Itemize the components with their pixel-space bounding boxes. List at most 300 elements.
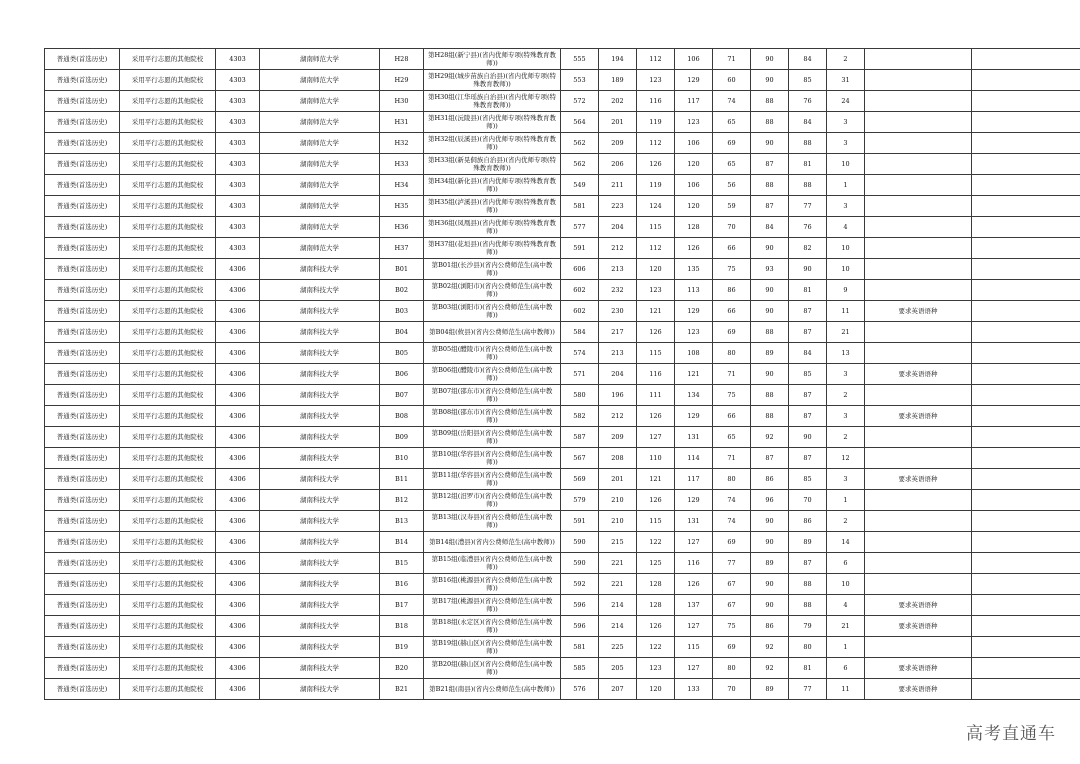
cell-elective-2-score: 87 [789, 322, 827, 343]
cell-elective-2-score: 87 [789, 406, 827, 427]
cell-history-score: 65 [713, 112, 751, 133]
cell-math-score: 126 [637, 322, 675, 343]
cell-category: 普通类(首选历史) [45, 637, 120, 658]
cell-rank-count: 3 [827, 112, 865, 133]
cell-school-code: 4306 [216, 595, 260, 616]
table-row [45, 637, 1080, 658]
cell-school-name: 湖南师范大学 [260, 70, 380, 91]
cell-math-score: 122 [637, 637, 675, 658]
cell-math-score: 126 [637, 154, 675, 175]
cell-history-score: 66 [713, 406, 751, 427]
cell-elective-2-score: 84 [789, 112, 827, 133]
cell-foreign-lang-score: 126 [675, 574, 713, 595]
cell-category: 普通类(首选历史) [45, 427, 120, 448]
cell-blank [972, 49, 1080, 70]
cell-note [865, 490, 972, 511]
cell-batch: 采用平行志愿的其他院校 [120, 406, 216, 427]
cell-math-score: 123 [637, 280, 675, 301]
cell-chinese-score: 208 [599, 448, 637, 469]
cell-batch: 采用平行志愿的其他院校 [120, 259, 216, 280]
cell-total-score: 606 [561, 259, 599, 280]
cell-note [865, 154, 972, 175]
cell-chinese-score: 201 [599, 112, 637, 133]
cell-total-score: 576 [561, 679, 599, 700]
cell-school-name: 湖南科技大学 [260, 532, 380, 553]
cell-total-score: 581 [561, 637, 599, 658]
cell-blank [972, 364, 1080, 385]
cell-category: 普通类(首选历史) [45, 553, 120, 574]
table-row [45, 259, 1080, 280]
cell-history-score: 71 [713, 448, 751, 469]
cell-blank [972, 574, 1080, 595]
cell-note [865, 385, 972, 406]
cell-blank [972, 196, 1080, 217]
cell-chinese-score: 213 [599, 343, 637, 364]
cell-elective-1-score: 90 [751, 595, 789, 616]
cell-foreign-lang-score: 106 [675, 49, 713, 70]
cell-chinese-score: 232 [599, 280, 637, 301]
cell-group-name: 第B14组(澧县)(省内公费师范生(高中教师)) [424, 532, 561, 553]
cell-note [865, 49, 972, 70]
cell-school-name: 湖南科技大学 [260, 490, 380, 511]
cell-elective-1-score: 90 [751, 532, 789, 553]
cell-group-code: H36 [380, 217, 424, 238]
cell-elective-1-score: 92 [751, 427, 789, 448]
cell-history-score: 69 [713, 133, 751, 154]
cell-elective-1-score: 88 [751, 112, 789, 133]
cell-note: 要求英语语种 [865, 364, 972, 385]
cell-foreign-lang-score: 131 [675, 427, 713, 448]
cell-total-score: 602 [561, 301, 599, 322]
cell-note [865, 259, 972, 280]
table-row [45, 49, 1080, 70]
cell-elective-2-score: 76 [789, 217, 827, 238]
cell-group-code: H31 [380, 112, 424, 133]
cell-math-score: 116 [637, 364, 675, 385]
cell-note [865, 196, 972, 217]
cell-elective-1-score: 90 [751, 133, 789, 154]
cell-category: 普通类(首选历史) [45, 448, 120, 469]
cell-math-score: 115 [637, 343, 675, 364]
table-row [45, 511, 1080, 532]
cell-blank [972, 658, 1080, 679]
cell-school-code: 4306 [216, 616, 260, 637]
cell-category: 普通类(首选历史) [45, 196, 120, 217]
cell-elective-2-score: 89 [789, 532, 827, 553]
cell-elective-1-score: 87 [751, 448, 789, 469]
cell-foreign-lang-score: 120 [675, 196, 713, 217]
cell-school-name: 湖南科技大学 [260, 574, 380, 595]
cell-rank-count: 10 [827, 154, 865, 175]
cell-chinese-score: 223 [599, 196, 637, 217]
cell-history-score: 65 [713, 154, 751, 175]
cell-category: 普通类(首选历史) [45, 154, 120, 175]
cell-group-code: B19 [380, 637, 424, 658]
cell-foreign-lang-score: 120 [675, 154, 713, 175]
cell-elective-1-score: 86 [751, 469, 789, 490]
cell-group-code: H30 [380, 91, 424, 112]
cell-note [865, 532, 972, 553]
cell-history-score: 71 [713, 364, 751, 385]
cell-note [865, 322, 972, 343]
cell-school-code: 4306 [216, 490, 260, 511]
cell-category: 普通类(首选历史) [45, 112, 120, 133]
cell-elective-2-score: 90 [789, 427, 827, 448]
cell-history-score: 80 [713, 469, 751, 490]
cell-rank-count: 13 [827, 343, 865, 364]
cell-elective-2-score: 70 [789, 490, 827, 511]
cell-elective-1-score: 88 [751, 406, 789, 427]
cell-school-name: 湖南科技大学 [260, 658, 380, 679]
cell-elective-2-score: 87 [789, 448, 827, 469]
cell-category: 普通类(首选历史) [45, 385, 120, 406]
cell-math-score: 116 [637, 91, 675, 112]
cell-math-score: 120 [637, 259, 675, 280]
cell-category: 普通类(首选历史) [45, 574, 120, 595]
cell-school-name: 湖南科技大学 [260, 259, 380, 280]
cell-note [865, 91, 972, 112]
table-row [45, 91, 1080, 112]
cell-blank [972, 448, 1080, 469]
cell-math-score: 121 [637, 301, 675, 322]
cell-group-code: B18 [380, 616, 424, 637]
cell-group-name: 第H37组(花垣县)(省内优师专项(特殊教育教师)) [424, 238, 561, 259]
cell-school-code: 4303 [216, 133, 260, 154]
cell-elective-1-score: 90 [751, 280, 789, 301]
cell-school-code: 4306 [216, 406, 260, 427]
cell-total-score: 553 [561, 70, 599, 91]
cell-group-code: B13 [380, 511, 424, 532]
cell-foreign-lang-score: 129 [675, 70, 713, 91]
cell-school-code: 4306 [216, 511, 260, 532]
cell-school-name: 湖南师范大学 [260, 91, 380, 112]
cell-history-score: 66 [713, 238, 751, 259]
cell-group-name: 第B16组(桃源县)(省内公费师范生(高中教师)) [424, 574, 561, 595]
cell-note [865, 112, 972, 133]
cell-total-score: 602 [561, 280, 599, 301]
cell-chinese-score: 205 [599, 658, 637, 679]
cell-total-score: 577 [561, 217, 599, 238]
cell-school-code: 4306 [216, 301, 260, 322]
cell-rank-count: 2 [827, 385, 865, 406]
cell-rank-count: 6 [827, 658, 865, 679]
table-row [45, 490, 1080, 511]
cell-foreign-lang-score: 128 [675, 217, 713, 238]
cell-group-code: B05 [380, 343, 424, 364]
cell-blank [972, 595, 1080, 616]
table-row [45, 280, 1080, 301]
cell-history-score: 67 [713, 574, 751, 595]
cell-group-name: 第H34组(新化县)(省内优师专项(特殊教育教师)) [424, 175, 561, 196]
cell-rank-count: 2 [827, 427, 865, 448]
cell-batch: 采用平行志愿的其他院校 [120, 217, 216, 238]
cell-note [865, 637, 972, 658]
table-row [45, 217, 1080, 238]
cell-chinese-score: 196 [599, 385, 637, 406]
table-row [45, 301, 1080, 322]
cell-school-code: 4303 [216, 70, 260, 91]
cell-blank [972, 70, 1080, 91]
cell-chinese-score: 214 [599, 595, 637, 616]
cell-elective-1-score: 87 [751, 196, 789, 217]
cell-elective-2-score: 82 [789, 238, 827, 259]
cell-group-name: 第B10组(华容县)(省内公费师范生(高中教师)) [424, 448, 561, 469]
cell-total-score: 567 [561, 448, 599, 469]
cell-group-name: 第B15组(临澧县)(省内公费师范生(高中教师)) [424, 553, 561, 574]
cell-elective-1-score: 90 [751, 49, 789, 70]
cell-elective-2-score: 88 [789, 595, 827, 616]
cell-category: 普通类(首选历史) [45, 280, 120, 301]
cell-math-score: 120 [637, 679, 675, 700]
cell-total-score: 590 [561, 553, 599, 574]
cell-blank [972, 637, 1080, 658]
cell-batch: 采用平行志愿的其他院校 [120, 658, 216, 679]
cell-history-score: 69 [713, 322, 751, 343]
cell-math-score: 115 [637, 217, 675, 238]
cell-category: 普通类(首选历史) [45, 343, 120, 364]
cell-foreign-lang-score: 113 [675, 280, 713, 301]
cell-school-code: 4306 [216, 322, 260, 343]
cell-batch: 采用平行志愿的其他院校 [120, 322, 216, 343]
cell-foreign-lang-score: 137 [675, 595, 713, 616]
cell-batch: 采用平行志愿的其他院校 [120, 574, 216, 595]
cell-group-code: B04 [380, 322, 424, 343]
cell-school-code: 4306 [216, 259, 260, 280]
cell-foreign-lang-score: 126 [675, 238, 713, 259]
cell-group-code: B03 [380, 301, 424, 322]
cell-group-code: H29 [380, 70, 424, 91]
cell-rank-count: 11 [827, 679, 865, 700]
cell-foreign-lang-score: 127 [675, 658, 713, 679]
cell-history-score: 69 [713, 637, 751, 658]
cell-group-code: B21 [380, 679, 424, 700]
cell-note [865, 448, 972, 469]
cell-school-name: 湖南科技大学 [260, 679, 380, 700]
cell-foreign-lang-score: 114 [675, 448, 713, 469]
cell-group-code: H28 [380, 49, 424, 70]
cell-math-score: 111 [637, 385, 675, 406]
cell-batch: 采用平行志愿的其他院校 [120, 595, 216, 616]
cell-elective-1-score: 90 [751, 511, 789, 532]
cell-history-score: 65 [713, 427, 751, 448]
cell-elective-1-score: 90 [751, 574, 789, 595]
cell-note: 要求英语语种 [865, 469, 972, 490]
cell-elective-2-score: 79 [789, 616, 827, 637]
cell-total-score: 580 [561, 385, 599, 406]
cell-foreign-lang-score: 123 [675, 322, 713, 343]
cell-elective-2-score: 76 [789, 91, 827, 112]
cell-foreign-lang-score: 129 [675, 490, 713, 511]
cell-total-score: 596 [561, 595, 599, 616]
cell-foreign-lang-score: 121 [675, 364, 713, 385]
cell-group-name: 第B21组(南县)(省内公费师范生(高中教师)) [424, 679, 561, 700]
cell-math-score: 112 [637, 133, 675, 154]
cell-elective-1-score: 89 [751, 343, 789, 364]
cell-total-score: 581 [561, 196, 599, 217]
table-row [45, 112, 1080, 133]
cell-category: 普通类(首选历史) [45, 616, 120, 637]
cell-elective-1-score: 88 [751, 175, 789, 196]
cell-batch: 采用平行志愿的其他院校 [120, 343, 216, 364]
cell-total-score: 571 [561, 364, 599, 385]
cell-elective-2-score: 86 [789, 511, 827, 532]
cell-total-score: 590 [561, 532, 599, 553]
cell-chinese-score: 225 [599, 637, 637, 658]
cell-blank [972, 238, 1080, 259]
cell-school-code: 4306 [216, 385, 260, 406]
cell-school-code: 4306 [216, 574, 260, 595]
cell-blank [972, 532, 1080, 553]
cell-school-name: 湖南科技大学 [260, 385, 380, 406]
cell-math-score: 125 [637, 553, 675, 574]
cell-rank-count: 3 [827, 364, 865, 385]
cell-rank-count: 1 [827, 637, 865, 658]
cell-group-name: 第H31组(沅陵县)(省内优师专项(特殊教育教师)) [424, 112, 561, 133]
cell-math-score: 128 [637, 574, 675, 595]
cell-history-score: 80 [713, 658, 751, 679]
cell-school-name: 湖南科技大学 [260, 427, 380, 448]
cell-group-name: 第H28组(新宁县)(省内优师专项(特殊教育教师)) [424, 49, 561, 70]
table-row [45, 427, 1080, 448]
table-body [45, 49, 1080, 700]
cell-math-score: 123 [637, 658, 675, 679]
cell-school-code: 4303 [216, 49, 260, 70]
cell-batch: 采用平行志愿的其他院校 [120, 616, 216, 637]
cell-note: 要求英语语种 [865, 616, 972, 637]
cell-history-score: 70 [713, 217, 751, 238]
cell-history-score: 80 [713, 343, 751, 364]
cell-total-score: 582 [561, 406, 599, 427]
cell-group-name: 第B17组(桃源县)(省内公费师范生(高中教师)) [424, 595, 561, 616]
cell-note: 要求英语语种 [865, 595, 972, 616]
cell-group-name: 第B01组(长沙县)(省内公费师范生(高中教师)) [424, 259, 561, 280]
cell-batch: 采用平行志愿的其他院校 [120, 70, 216, 91]
cell-total-score: 587 [561, 427, 599, 448]
cell-note [865, 511, 972, 532]
cell-chinese-score: 202 [599, 91, 637, 112]
cell-school-name: 湖南师范大学 [260, 196, 380, 217]
cell-elective-2-score: 81 [789, 280, 827, 301]
table-row [45, 406, 1080, 427]
cell-math-score: 115 [637, 511, 675, 532]
cell-batch: 采用平行志愿的其他院校 [120, 448, 216, 469]
cell-elective-2-score: 88 [789, 574, 827, 595]
cell-elective-2-score: 77 [789, 679, 827, 700]
cell-elective-2-score: 81 [789, 154, 827, 175]
cell-school-code: 4306 [216, 448, 260, 469]
cell-history-score: 60 [713, 70, 751, 91]
cell-school-name: 湖南科技大学 [260, 280, 380, 301]
cell-category: 普通类(首选历史) [45, 70, 120, 91]
cell-foreign-lang-score: 106 [675, 175, 713, 196]
cell-category: 普通类(首选历史) [45, 259, 120, 280]
cell-group-name: 第B05组(醴陵市)(省内公费师范生(高中教师)) [424, 343, 561, 364]
cell-total-score: 564 [561, 112, 599, 133]
cell-math-score: 124 [637, 196, 675, 217]
cell-batch: 采用平行志愿的其他院校 [120, 301, 216, 322]
cell-rank-count: 1 [827, 175, 865, 196]
cell-math-score: 126 [637, 490, 675, 511]
table-row [45, 238, 1080, 259]
cell-blank [972, 469, 1080, 490]
cell-chinese-score: 194 [599, 49, 637, 70]
cell-chinese-score: 209 [599, 427, 637, 448]
cell-elective-1-score: 88 [751, 91, 789, 112]
cell-rank-count: 21 [827, 322, 865, 343]
cell-elective-1-score: 90 [751, 301, 789, 322]
cell-rank-count: 2 [827, 49, 865, 70]
cell-group-name: 第B12组(汨罗市)(省内公费师范生(高中教师)) [424, 490, 561, 511]
cell-school-code: 4306 [216, 427, 260, 448]
cell-elective-1-score: 84 [751, 217, 789, 238]
cell-note [865, 553, 972, 574]
cell-batch: 采用平行志愿的其他院校 [120, 175, 216, 196]
cell-category: 普通类(首选历史) [45, 238, 120, 259]
cell-chinese-score: 207 [599, 679, 637, 700]
cell-rank-count: 2 [827, 511, 865, 532]
cell-category: 普通类(首选历史) [45, 217, 120, 238]
cell-history-score: 86 [713, 280, 751, 301]
cell-math-score: 128 [637, 595, 675, 616]
cell-note [865, 343, 972, 364]
table-row [45, 616, 1080, 637]
cell-note: 要求英语语种 [865, 679, 972, 700]
cell-chinese-score: 214 [599, 616, 637, 637]
cell-school-name: 湖南科技大学 [260, 322, 380, 343]
cell-note [865, 133, 972, 154]
cell-batch: 采用平行志愿的其他院校 [120, 490, 216, 511]
cell-elective-1-score: 90 [751, 364, 789, 385]
cell-batch: 采用平行志愿的其他院校 [120, 679, 216, 700]
cell-rank-count: 10 [827, 238, 865, 259]
cell-group-code: H37 [380, 238, 424, 259]
cell-blank [972, 490, 1080, 511]
cell-category: 普通类(首选历史) [45, 658, 120, 679]
cell-group-code: B08 [380, 406, 424, 427]
cell-total-score: 562 [561, 133, 599, 154]
cell-chinese-score: 230 [599, 301, 637, 322]
cell-history-score: 74 [713, 511, 751, 532]
cell-history-score: 77 [713, 553, 751, 574]
cell-batch: 采用平行志愿的其他院校 [120, 637, 216, 658]
cell-school-code: 4306 [216, 679, 260, 700]
cell-total-score: 572 [561, 91, 599, 112]
cell-rank-count: 3 [827, 133, 865, 154]
cell-elective-2-score: 87 [789, 385, 827, 406]
cell-school-name: 湖南师范大学 [260, 133, 380, 154]
cell-elective-2-score: 88 [789, 133, 827, 154]
cell-note [865, 574, 972, 595]
cell-history-score: 70 [713, 679, 751, 700]
table-row [45, 70, 1080, 91]
cell-rank-count: 14 [827, 532, 865, 553]
cell-elective-1-score: 89 [751, 553, 789, 574]
cell-school-code: 4303 [216, 91, 260, 112]
cell-history-score: 74 [713, 91, 751, 112]
cell-note [865, 427, 972, 448]
cell-foreign-lang-score: 131 [675, 511, 713, 532]
cell-math-score: 112 [637, 49, 675, 70]
cell-rank-count: 6 [827, 553, 865, 574]
cell-school-name: 湖南师范大学 [260, 217, 380, 238]
cell-note [865, 280, 972, 301]
cell-elective-2-score: 85 [789, 469, 827, 490]
cell-group-name: 第H36组(凤凰县)(省内优师专项(特殊教育教师)) [424, 217, 561, 238]
cell-elective-1-score: 89 [751, 679, 789, 700]
cell-chinese-score: 209 [599, 133, 637, 154]
cell-group-name: 第B04组(攸县)(省内公费师范生(高中教师)) [424, 322, 561, 343]
cell-school-code: 4306 [216, 469, 260, 490]
